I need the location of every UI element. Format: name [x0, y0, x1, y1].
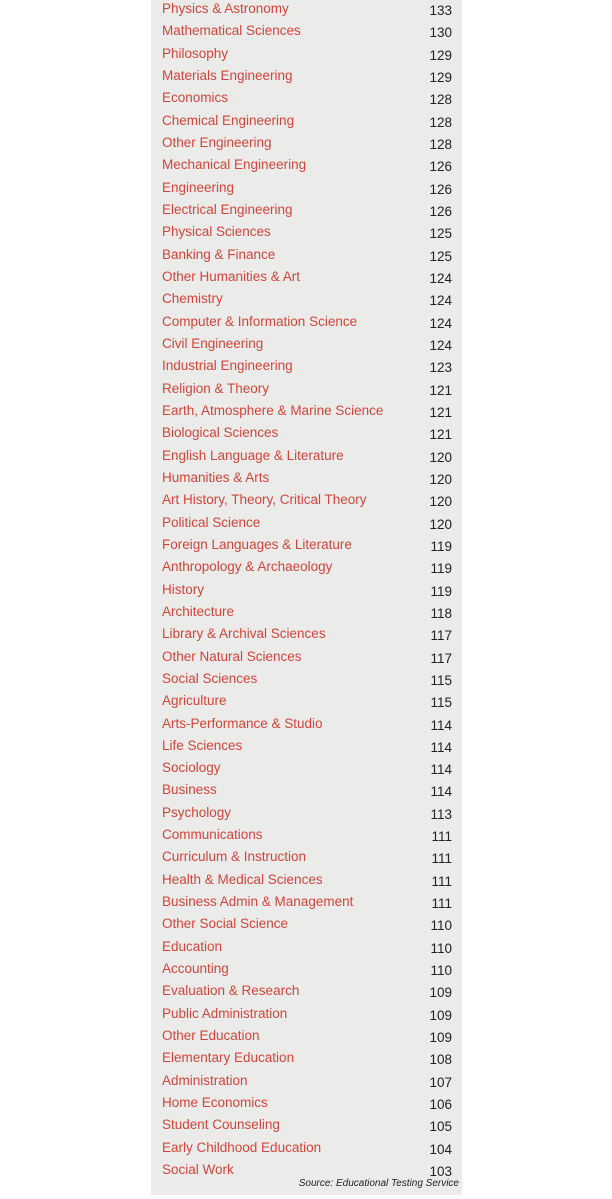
field-name: Anthropology & Archaeology: [162, 559, 333, 575]
table-row: [151, 913, 462, 935]
field-score: 111: [431, 851, 452, 867]
field-name: Arts-Performance & Studio: [162, 715, 323, 731]
table-row: [151, 333, 462, 355]
field-score: 120: [429, 494, 452, 510]
field-name: Elementary Education: [162, 1050, 295, 1066]
field-name: Early Childhood Education: [162, 1139, 322, 1155]
field-name: Banking & Finance: [162, 246, 276, 262]
field-name: Chemistry: [162, 291, 223, 307]
field-score: 113: [430, 806, 452, 822]
table-row: [151, 556, 462, 578]
table-row: [151, 110, 462, 132]
field-score: 111: [431, 829, 452, 845]
field-name: Mathematical Sciences: [162, 23, 301, 39]
field-score: 121: [429, 404, 452, 420]
field-score: 110: [430, 963, 452, 979]
field-name: Other Humanities & Art: [162, 268, 301, 284]
field-name: Accounting: [162, 961, 229, 977]
field-name: Business Admin & Management: [162, 894, 354, 910]
field-name: Psychology: [162, 804, 232, 820]
field-score: 125: [429, 226, 452, 242]
field-name: Religion & Theory: [162, 380, 270, 396]
field-score: 120: [429, 471, 452, 487]
field-score: 124: [429, 315, 452, 331]
field-score: 109: [429, 1030, 452, 1046]
table-row: [151, 311, 462, 333]
field-score: 119: [430, 561, 452, 577]
field-score: 128: [429, 114, 452, 130]
table-row: [151, 221, 462, 243]
field-name: Business: [162, 782, 217, 798]
field-name: Architecture: [162, 603, 235, 619]
field-score: 124: [429, 270, 452, 286]
field-score: 110: [430, 918, 452, 934]
table-row: [151, 288, 462, 310]
field-score: 126: [429, 159, 452, 175]
table-row: [151, 65, 462, 87]
field-score: 110: [430, 940, 452, 956]
table-row: [151, 244, 462, 266]
field-name: Other Natural Sciences: [162, 648, 302, 664]
field-name: Communications: [162, 827, 263, 843]
field-name: Curriculum & Instruction: [162, 849, 307, 865]
table-row: [151, 713, 462, 735]
table-row: [151, 1137, 462, 1159]
field-name: Library & Archival Sciences: [162, 626, 326, 642]
field-score: 119: [430, 538, 452, 554]
table-row: [151, 534, 462, 556]
field-score: 111: [431, 896, 452, 912]
table-row: [151, 132, 462, 154]
table-row: [151, 445, 462, 467]
field-score: 121: [429, 427, 452, 443]
field-name: Physics & Astronomy: [162, 1, 289, 16]
field-name: Economics: [162, 90, 229, 106]
field-score: 118: [430, 605, 452, 621]
table-row: [151, 980, 462, 1002]
field-name: Home Economics: [162, 1095, 268, 1111]
field-name: Industrial Engineering: [162, 358, 293, 374]
field-score: 120: [429, 516, 452, 532]
table-row: [151, 20, 462, 42]
field-name: Civil Engineering: [162, 335, 264, 351]
field-score: 128: [429, 136, 452, 152]
table-row: [151, 668, 462, 690]
field-score: 114: [430, 784, 452, 800]
table-row: [151, 891, 462, 913]
field-score: 133: [429, 3, 452, 18]
field-name: Life Sciences: [162, 737, 243, 753]
field-score: 114: [430, 762, 452, 778]
field-name: Administration: [162, 1072, 248, 1088]
field-score: 129: [429, 69, 452, 85]
table-row: [151, 802, 462, 824]
table-row: [151, 1070, 462, 1092]
table-row: [151, 936, 462, 958]
field-name: Art History, Theory, Critical Theory: [162, 492, 367, 508]
table-row: [151, 400, 462, 422]
field-score: 108: [429, 1052, 452, 1068]
table-row: [151, 846, 462, 868]
table-row: [151, 779, 462, 801]
field-name: Sociology: [162, 760, 221, 776]
table-row: [151, 1114, 462, 1136]
table-row: [151, 43, 462, 65]
field-score: 109: [429, 985, 452, 1001]
table-row: [151, 154, 462, 176]
table-row: [151, 355, 462, 377]
table-row: [151, 87, 462, 109]
field-name: Social Work: [162, 1162, 234, 1178]
table-row: [151, 824, 462, 846]
table-row: [151, 1003, 462, 1025]
table-row: [151, 378, 462, 400]
field-score: 104: [429, 1141, 452, 1157]
field-score: 126: [429, 181, 452, 197]
table-row: [151, 0, 462, 20]
table-row: [151, 177, 462, 199]
field-name: Electrical Engineering: [162, 201, 293, 217]
table-row: [151, 266, 462, 288]
field-name: Chemical Engineering: [162, 112, 295, 128]
field-name: Education: [162, 938, 223, 954]
scores-list: [151, 0, 462, 1181]
field-name: Agriculture: [162, 693, 227, 709]
field-score: 119: [430, 583, 452, 599]
table-row: [151, 601, 462, 623]
field-score: 111: [431, 873, 452, 889]
table-row: [151, 869, 462, 891]
field-name: Political Science: [162, 514, 261, 530]
field-name: Social Sciences: [162, 670, 258, 686]
field-score: 130: [429, 25, 452, 41]
field-name: Biological Sciences: [162, 425, 279, 441]
field-score: 106: [429, 1097, 452, 1113]
table-row: [151, 199, 462, 221]
table-row: [151, 512, 462, 534]
field-name: Engineering: [162, 179, 235, 195]
field-score: 105: [429, 1119, 452, 1135]
field-score: 109: [429, 1007, 452, 1023]
table-row: [151, 735, 462, 757]
field-score: 126: [429, 203, 452, 219]
field-score: 114: [430, 739, 452, 755]
field-score: 123: [429, 360, 452, 376]
table-row: [151, 958, 462, 980]
field-score: 129: [429, 47, 452, 63]
field-name: Student Counseling: [162, 1117, 280, 1133]
field-name: Health & Medical Sciences: [162, 871, 323, 887]
field-score: 121: [429, 382, 452, 398]
field-name: Humanities & Arts: [162, 469, 270, 485]
field-score: 124: [429, 337, 452, 353]
field-name: English Language & Literature: [162, 447, 344, 463]
field-score: 128: [429, 92, 452, 108]
table-row: [151, 623, 462, 645]
table-row: [151, 489, 462, 511]
field-score: 114: [430, 717, 452, 733]
field-name: Philosophy: [162, 45, 229, 61]
field-name: Evaluation & Research: [162, 983, 300, 999]
table-row: [151, 757, 462, 779]
field-name: Other Social Science: [162, 916, 289, 932]
field-name: History: [162, 581, 205, 597]
field-name: Materials Engineering: [162, 67, 293, 83]
table-row: [151, 467, 462, 489]
field-score: 107: [429, 1074, 452, 1090]
field-name: Earth, Atmosphere & Marine Science: [162, 402, 384, 418]
table-row: [151, 1092, 462, 1114]
field-score: 117: [430, 628, 452, 644]
field-name: Other Engineering: [162, 134, 272, 150]
field-name: Computer & Information Science: [162, 313, 358, 329]
field-name: Foreign Languages & Literature: [162, 536, 352, 552]
table-row: [151, 1047, 462, 1069]
field-score: 125: [429, 248, 452, 264]
source-note: Source: Educational Testing Service: [298, 1178, 459, 1189]
field-score: 124: [429, 293, 452, 309]
field-score: 115: [430, 695, 452, 711]
table-row: [151, 646, 462, 668]
field-score: 117: [430, 650, 452, 666]
field-score: 115: [430, 672, 452, 688]
field-score: 103: [429, 1164, 452, 1180]
table-row: [151, 690, 462, 712]
field-name: Public Administration: [162, 1005, 288, 1021]
table-row: [151, 579, 462, 601]
table-row: [151, 1025, 462, 1047]
field-score: 120: [429, 449, 452, 465]
field-name: Other Education: [162, 1028, 260, 1044]
field-name: Physical Sciences: [162, 224, 271, 240]
field-name: Mechanical Engineering: [162, 157, 307, 173]
scores-table: [151, 0, 462, 1195]
table-row: [151, 422, 462, 444]
